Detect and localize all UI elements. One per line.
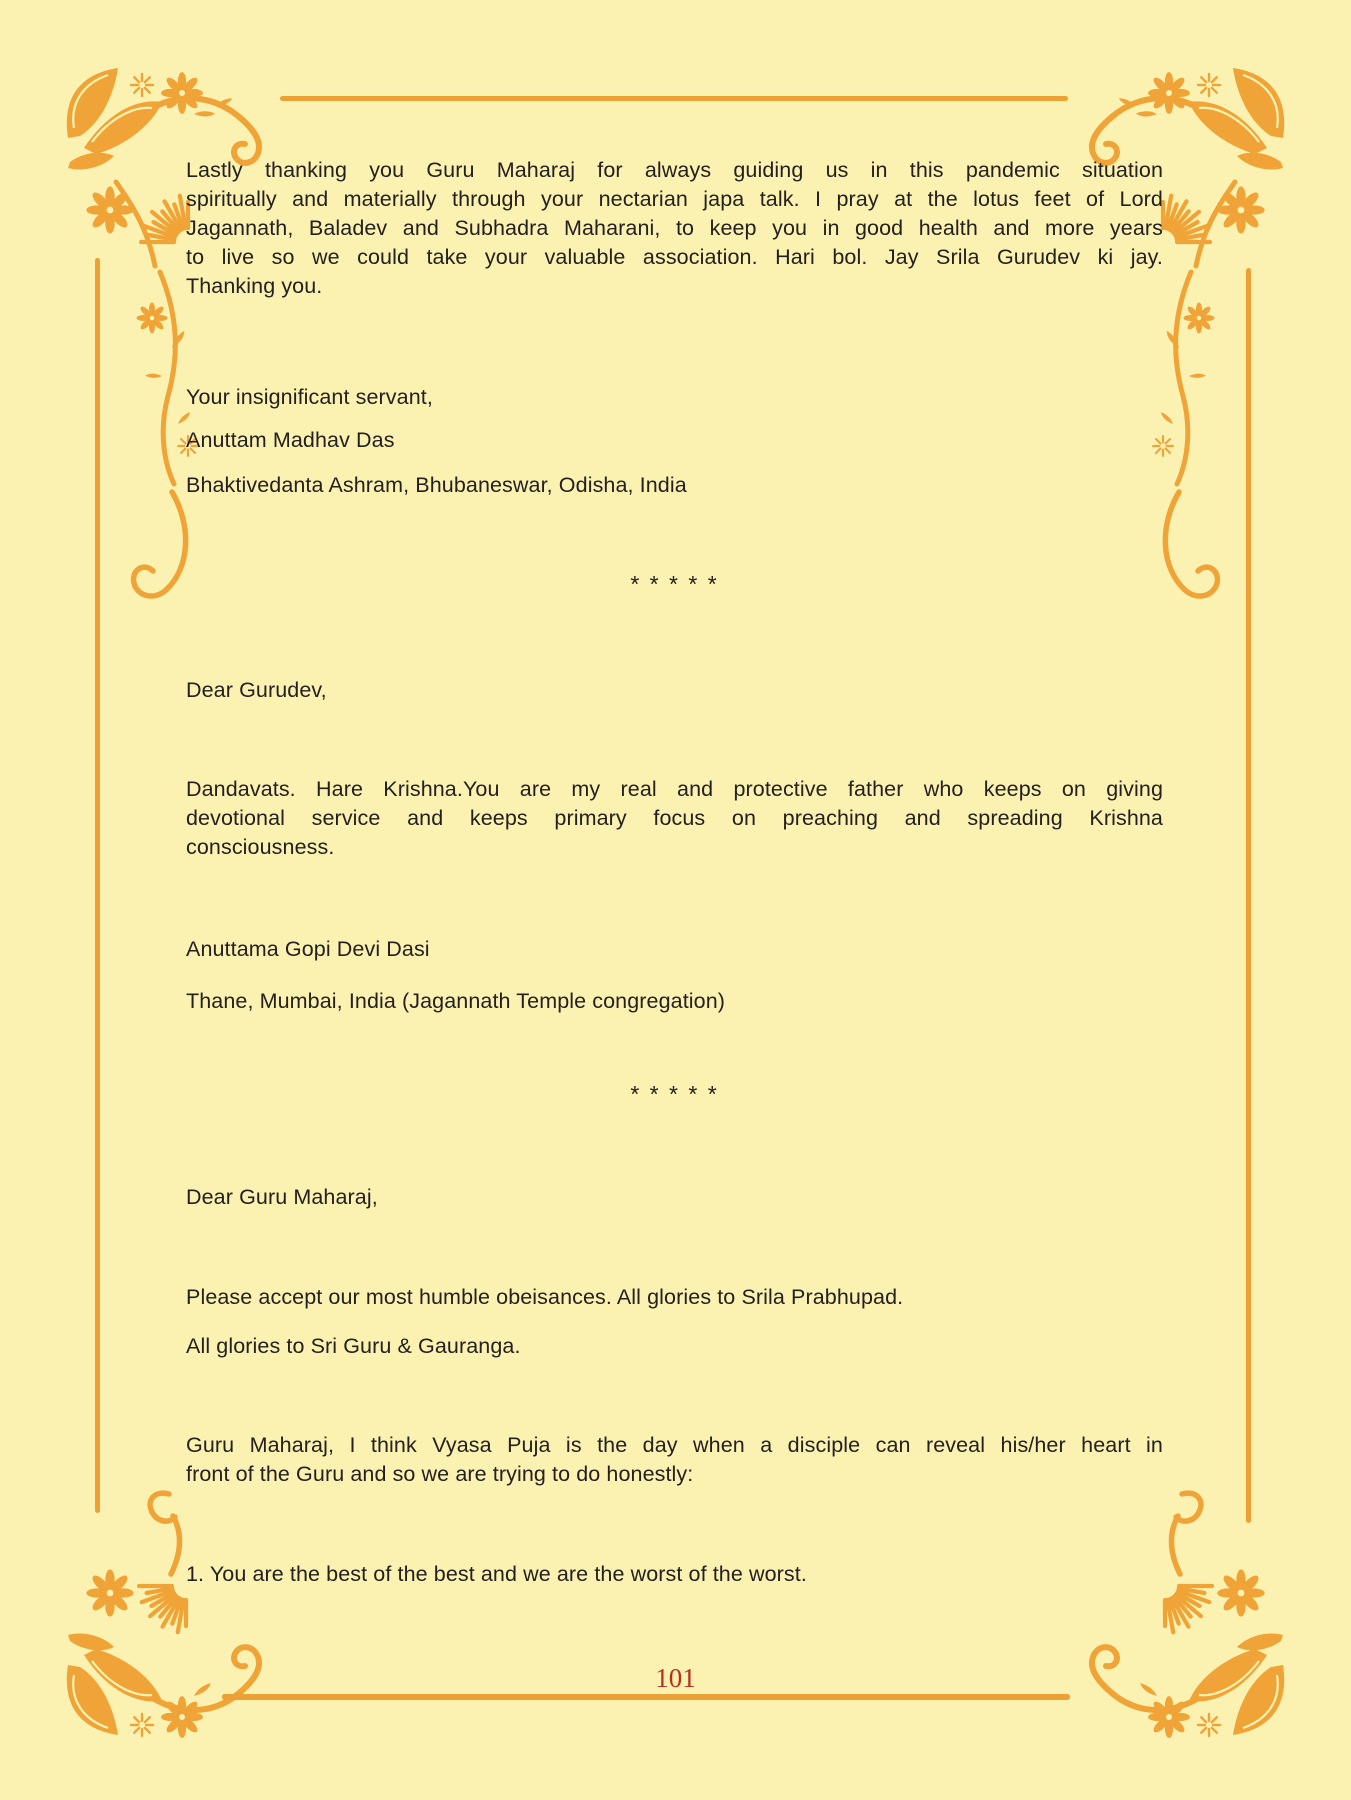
border-line-left bbox=[95, 258, 100, 1513]
obeisances-line: Please accept our most humble obeisances. All glories to Srila Prabhupad. bbox=[186, 1285, 904, 1309]
signature-name: Anuttama Gopi Devi Dasi bbox=[186, 937, 430, 961]
salutation: Dear Gurudev, bbox=[186, 678, 327, 702]
paragraph-line: devotional service and keeps primary focus on preaching and spreading Krishna bbox=[186, 806, 1163, 830]
signature-location: Thane, Mumbai, India (Jagannath Temple congregation) bbox=[186, 989, 726, 1013]
floral-corner-ornament-top-left-icon bbox=[58, 60, 288, 620]
floral-corner-ornament-bottom-right-icon bbox=[1063, 1488, 1293, 1743]
floral-corner-ornament-top-right-icon bbox=[1063, 60, 1293, 620]
border-line-top bbox=[280, 96, 1068, 101]
paragraph-line: Thanking you. bbox=[186, 274, 323, 298]
page-number: 101 bbox=[655, 1663, 696, 1693]
salutation: Dear Guru Maharaj, bbox=[186, 1185, 378, 1209]
list-item-1: 1. You are the best of the best and we are the worst of the worst. bbox=[186, 1562, 807, 1586]
signature-location: Bhaktivedanta Ashram, Bhubaneswar, Odisha, India bbox=[186, 473, 687, 497]
paragraph-line: Jagannath, Baladev and Subhadra Maharani, to keep you in good health and more years bbox=[186, 216, 1163, 240]
paragraph-line: consciousness. bbox=[186, 835, 335, 859]
floral-corner-ornament-bottom-left-icon bbox=[58, 1488, 288, 1743]
letter-paragraph bbox=[186, 1431, 1163, 1489]
letter-closing-paragraph bbox=[186, 156, 1163, 301]
paragraph-line: Lastly thanking you Guru Maharaj for always guiding us in this pandemic situation bbox=[186, 158, 1163, 182]
separator-stars: * * * * * bbox=[630, 1081, 719, 1107]
border-line-right bbox=[1246, 268, 1251, 1523]
paragraph-line: to live so we could take your valuable association. Hari bol. Jay Srila Gurudev ki jay. bbox=[186, 245, 1163, 269]
letter-paragraph bbox=[186, 775, 1163, 862]
signature-name: Anuttam Madhav Das bbox=[186, 428, 395, 452]
paragraph-line: spiritually and materially through your nectarian japa talk. I pray at the lotus feet of Lord bbox=[186, 187, 1163, 211]
border-line-bottom bbox=[222, 1694, 1070, 1700]
paragraph-line: Dandavats. Hare Krishna.You are my real and protective father who keeps on giving bbox=[186, 777, 1163, 801]
glories-line: All glories to Sri Guru & Gauranga. bbox=[186, 1334, 521, 1358]
signature-closing-line: Your insignificant servant, bbox=[186, 385, 433, 409]
paragraph-line: front of the Guru and so we are trying to do honestly: bbox=[186, 1462, 694, 1486]
separator-stars: * * * * * bbox=[630, 571, 719, 597]
paragraph-line: Guru Maharaj, I think Vyasa Puja is the day when a disciple can reveal his/her heart in bbox=[186, 1433, 1163, 1457]
